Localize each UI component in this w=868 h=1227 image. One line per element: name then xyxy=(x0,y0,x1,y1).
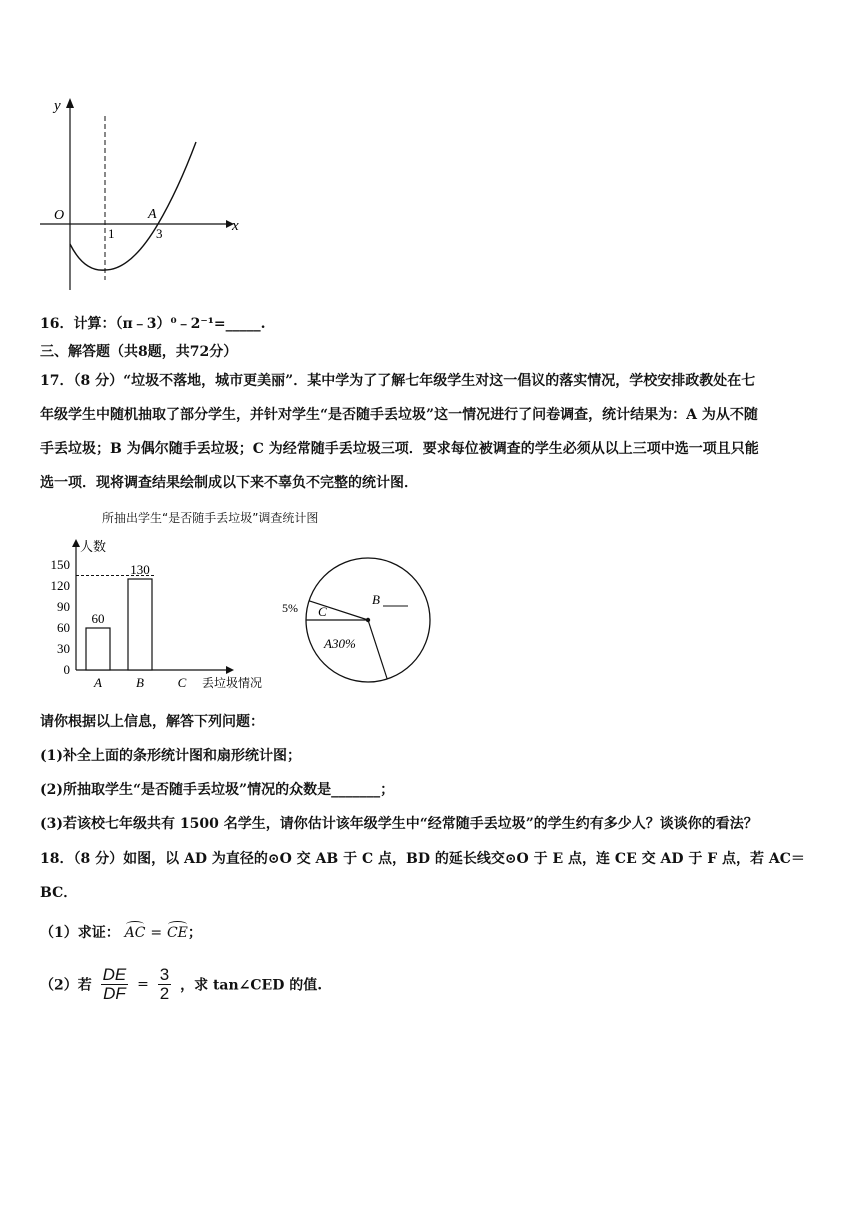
q17-line-1: 17．（8 分）“垃圾不落地，城市更美丽”．某中学为了了解七年级学生对这一倡议的落实情况，学校安排政教处在七 xyxy=(40,373,756,389)
bar-x-axis-label: 丢垃圾情况 xyxy=(202,676,263,690)
q17-line-3: 手丢垃圾；B 为偶尔随手丢垃圾；C 为经常随手丢垃圾三项．要求每位被调查的学生必须从以上三项中选一项且只能 xyxy=(40,441,759,457)
arc-ac: AC xyxy=(125,922,146,941)
pie-label-c-pct: 5% xyxy=(282,601,298,615)
q17-line-4: 选一项．现将调查结果绘制成以下来不辜负不完整的统计图． xyxy=(40,475,418,491)
equals-sign-2: = xyxy=(137,976,149,993)
bar-y-axis-arrow xyxy=(72,539,80,547)
pie-label-b: B xyxy=(372,592,380,607)
bar-x-axis-arrow xyxy=(226,666,234,674)
q18-part1-prefix: （1）求证： xyxy=(40,925,120,941)
q16-text: 16．计算：（π﹣3）⁰﹣2⁻¹= xyxy=(40,316,226,332)
parabola-graph xyxy=(36,94,256,294)
origin-label: O xyxy=(54,208,65,223)
fraction-numerator-de: DE xyxy=(102,965,127,984)
q16-blank: _____ xyxy=(225,316,261,332)
q16-end: . xyxy=(260,316,266,332)
bar-category-label: A xyxy=(94,675,102,690)
equals-sign: = xyxy=(150,925,163,941)
fraction-numerator-3: 3 xyxy=(159,965,170,984)
bar-chart xyxy=(36,530,276,695)
fraction-denominator-df: DF xyxy=(103,984,126,1003)
bar-y-tick-label: 0 xyxy=(63,662,70,677)
bar-y-tick-label: 120 xyxy=(50,578,70,593)
bar-b xyxy=(128,579,152,670)
bar-value-label: 130 xyxy=(130,562,150,577)
pie-radius-a-b xyxy=(368,620,387,679)
q18-line-1: 18．（8 分）如图，以 AD 为直径的⊙O 交 AB 于 C 点，BD 的延长线交⊙O 于 E 点，连 CE 交 AD 于 F 点，若 AC＝ xyxy=(40,851,805,867)
pie-label-c: C xyxy=(318,604,327,619)
q18-part1-suffix: ； xyxy=(187,925,202,941)
parabola-curve xyxy=(70,142,196,270)
q18-part-2 xyxy=(40,966,322,1003)
bar-y-tick-label: 90 xyxy=(57,599,70,614)
pie-center xyxy=(366,618,370,622)
bar-y-axis-label: 人数 xyxy=(80,539,107,554)
bar-category-label: C xyxy=(177,675,187,690)
question-part-3: (3)若该校七年级共有 1500 名学生，请你估计该年级学生中“经常随手丢垃圾”的学生约有多少人？谈谈你的看法？ xyxy=(40,816,758,832)
q18-line-2: BC． xyxy=(40,885,78,901)
tick-3-label: 3 xyxy=(156,226,163,241)
q18-part-1 xyxy=(40,922,202,942)
x-axis-label: x xyxy=(232,218,239,234)
arc-ce: CE xyxy=(167,922,188,941)
q18-part2-prefix: （2）若 xyxy=(40,977,92,994)
bar-value-label: 60 xyxy=(91,611,105,626)
question-part-2: (2)所抽取学生“是否随手丢垃圾”情况的众数是_______； xyxy=(40,782,395,798)
q17-line-2: 年级学生中随机抽取了部分学生，并针对学生“是否随手丢垃圾”这一情况进行了问卷调查，统计结果为：A 为从不随 xyxy=(40,407,758,423)
bar-y-tick-label: 30 xyxy=(57,641,70,656)
bar-layer xyxy=(51,539,263,690)
y-axis-arrow xyxy=(66,98,74,108)
point-a-label: A xyxy=(148,207,157,222)
chart-title: 所抽出学生“是否随手丢垃圾”调查统计图 xyxy=(102,511,319,525)
fraction-3-over-2 xyxy=(158,966,171,1003)
pie-chart xyxy=(278,550,438,690)
tick-1-label: 1 xyxy=(108,226,115,241)
bar-y-tick-label: 60 xyxy=(57,620,70,635)
section-3-title: 三、解答题（共8题，共72分） xyxy=(40,344,238,360)
fraction-de-over-df xyxy=(101,966,129,1003)
questions-intro: 请你根据以上信息，解答下列问题： xyxy=(40,714,264,730)
fraction-denominator-2: 2 xyxy=(159,984,170,1003)
bar-y-tick-label: 150 xyxy=(50,557,70,572)
bar-a xyxy=(86,628,110,670)
question-part-1: (1)补全上面的条形统计图和扇形统计图； xyxy=(40,748,301,764)
q18-part2-suffix: ，求 tan∠CED 的值. xyxy=(180,977,323,994)
question-16 xyxy=(40,313,265,333)
bar-category-label: B xyxy=(136,675,144,690)
pie-label-a: A30% xyxy=(324,636,356,651)
section-3-header xyxy=(40,341,237,361)
y-axis-label: y xyxy=(54,98,61,114)
